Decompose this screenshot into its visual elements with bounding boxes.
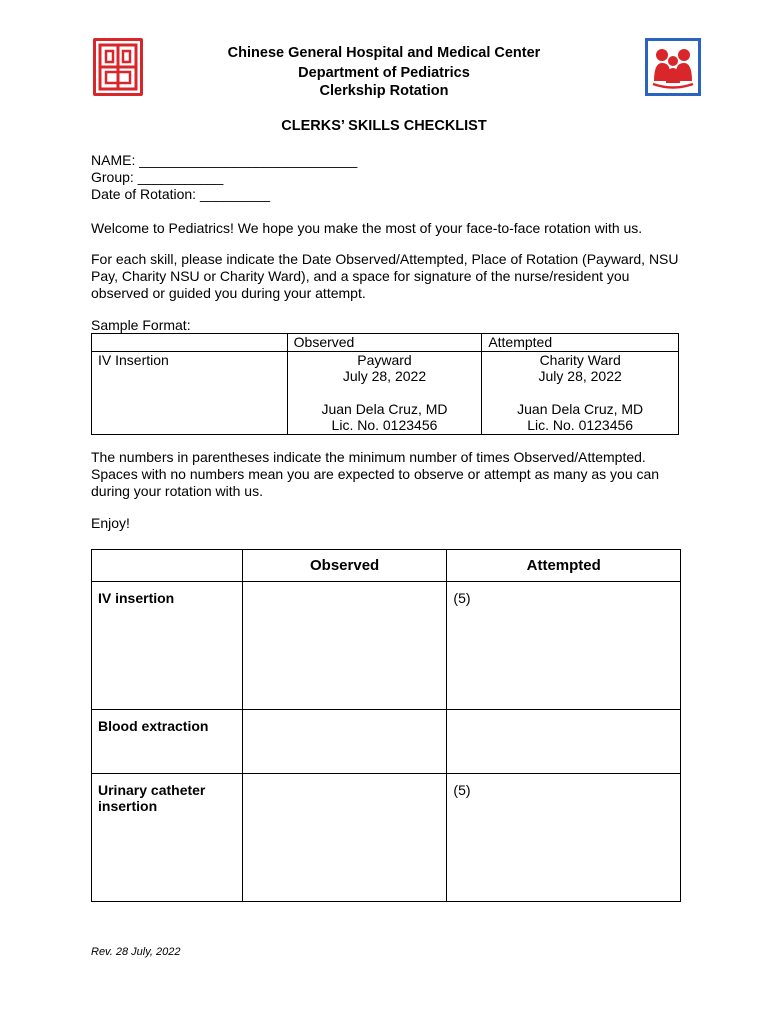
skill-label: Urinary catheter insertion — [98, 782, 206, 814]
group-field[interactable]: Group: ___________ — [91, 169, 224, 185]
revision-note: Rev. 28 July, 2022 — [91, 946, 181, 958]
skill-cell — [92, 774, 243, 902]
observed-cell[interactable] — [242, 582, 447, 710]
sample-observed-license: Lic. No. 0123456 — [331, 417, 438, 433]
table-row — [92, 710, 681, 774]
skill-cell — [92, 710, 243, 774]
checklist-header-observed: Observed — [242, 550, 447, 582]
sample-observed-date: July 28, 2022 — [342, 368, 427, 384]
attempted-cell[interactable]: (5) — [447, 774, 681, 902]
sample-observed-cell — [287, 351, 482, 434]
sample-observed-place: Payward — [357, 351, 412, 368]
checklist-header-cell — [92, 550, 243, 582]
sample-skill: IV Insertion — [98, 351, 169, 368]
welcome-text: Welcome to Pediatrics! We hope you make the most of your face-to-face rotation with us. — [91, 220, 643, 236]
sample-row — [92, 351, 679, 434]
instructions-text: For each skill, please indicate the Date Observed/Attempted, Place of Rotation (Payward, NSU Pay, Charity NSU or Charity Ward), and a space for signature of the nurse/resident you observed or guided you during your attempt. — [91, 251, 679, 301]
sample-header-cell — [92, 334, 288, 352]
date-of-rotation-field[interactable]: Date of Rotation: _________ — [91, 186, 271, 202]
program-name: Clerkship Rotation — [319, 83, 449, 99]
attempted-cell[interactable] — [447, 710, 681, 774]
hospital-name: Chinese General Hospital and Medical Center — [227, 45, 541, 61]
checklist-header-attempted: Attempted — [447, 550, 681, 582]
table-row — [92, 582, 681, 710]
checklist-header-row — [92, 550, 681, 582]
sample-header-row — [92, 334, 679, 352]
sample-table — [91, 333, 679, 435]
page-title: CLERKS’ SKILLS CHECKLIST — [281, 118, 487, 134]
department-name: Department of Pediatrics — [298, 65, 470, 81]
skill-label: IV insertion — [98, 590, 175, 606]
sample-attempted-signer: Juan Dela Cruz, MD — [517, 400, 644, 417]
sample-header-attempted: Attempted — [482, 334, 679, 352]
sample-format-label: Sample Format: — [91, 317, 191, 333]
sample-skill-cell — [92, 351, 288, 434]
attempted-cell[interactable]: (5) — [447, 582, 681, 710]
sample-attempted-cell — [482, 351, 679, 434]
name-field[interactable]: NAME: ____________________________ — [91, 152, 358, 168]
sample-observed-signer: Juan Dela Cruz, MD — [321, 400, 448, 417]
observed-cell[interactable] — [242, 774, 447, 902]
skill-cell — [92, 582, 243, 710]
sample-attempted-place: Charity Ward — [539, 351, 621, 368]
sample-attempted-license: Lic. No. 0123456 — [527, 417, 634, 433]
observed-cell[interactable] — [242, 710, 447, 774]
skill-label: Blood extraction — [98, 718, 209, 734]
enjoy-text: Enjoy! — [91, 515, 130, 531]
sample-header-observed: Observed — [287, 334, 482, 352]
table-row — [92, 774, 681, 902]
skills-checklist-table — [91, 549, 681, 902]
sample-attempted-date: July 28, 2022 — [538, 368, 622, 384]
numbers-note: The numbers in parentheses indicate the minimum number of times Observed/Attempted. Spaces with no numbers mean you are expected to observe or attempt as many as you can during your rotation with us. — [91, 449, 660, 499]
